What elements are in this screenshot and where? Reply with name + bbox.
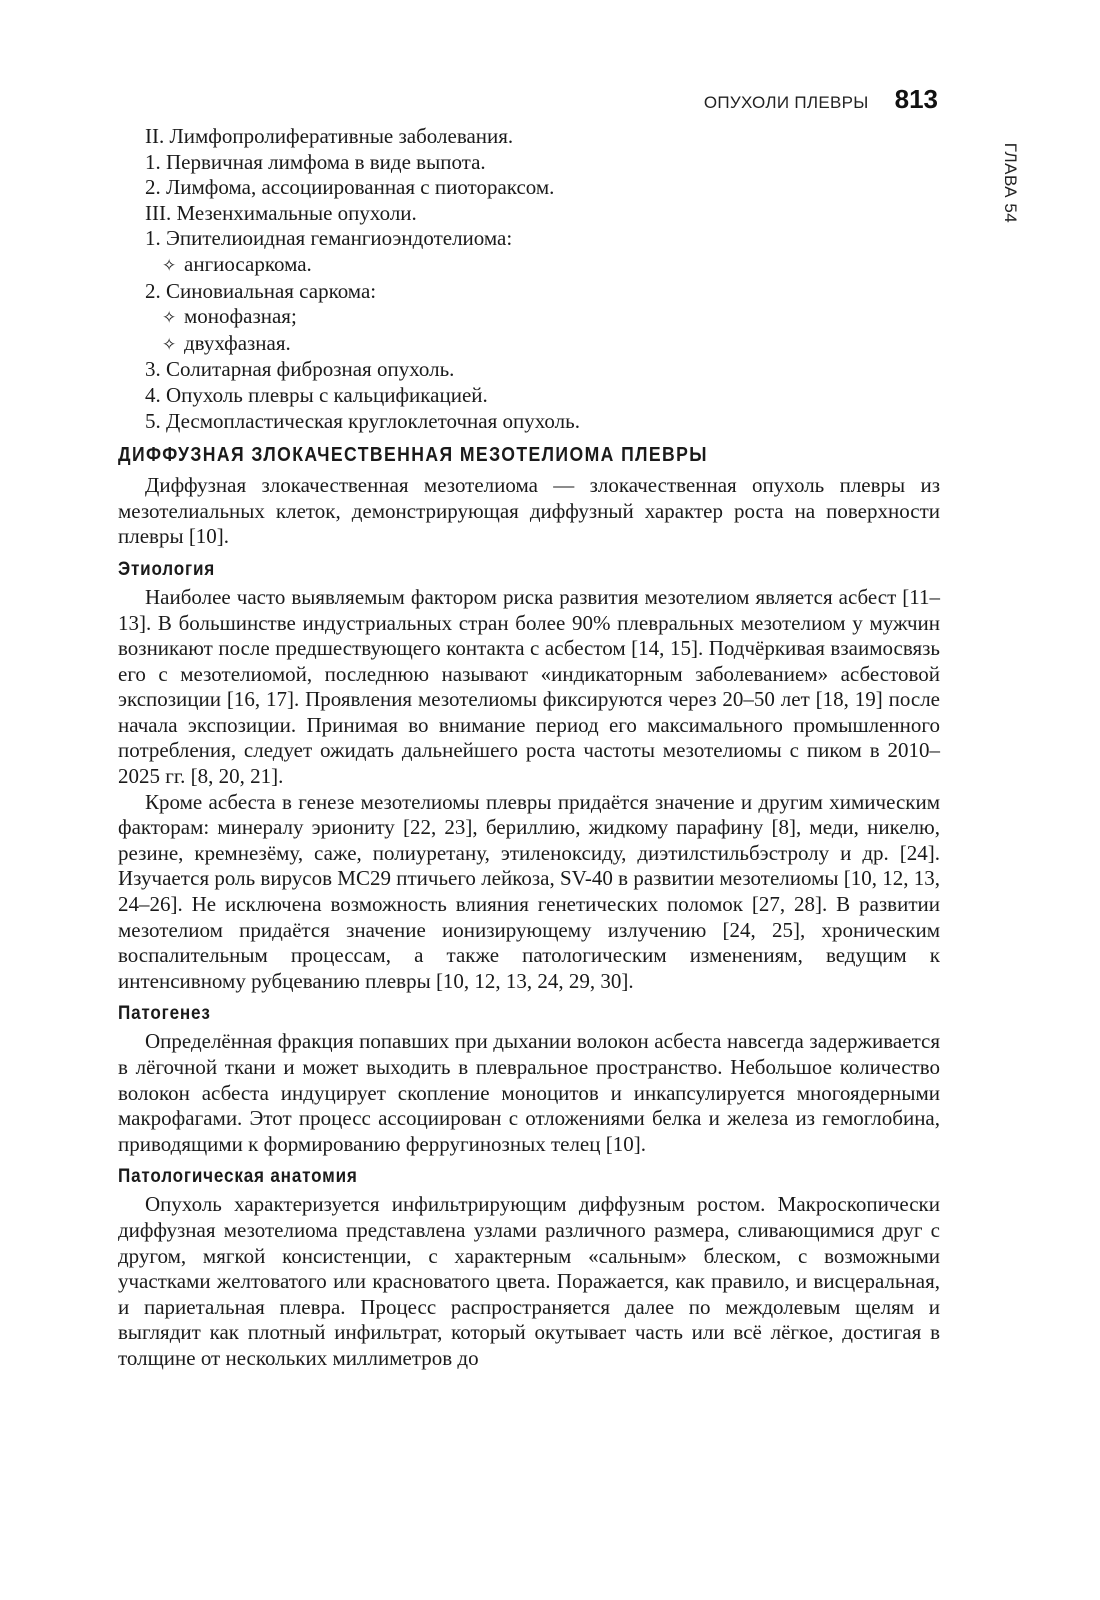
chapter-label: ГЛАВА 54: [1001, 142, 1020, 224]
pathology-paragraph: Опухоль характеризуется инфильтрирующим диффузным ростом. Макроскопически диффузная мезотелиома представлена узлами различного размера, сливающимися друг с другом, мягкой консистенции, с характерным «сальным» блеском, с возможными участками желтоватого или красноватого цвета. Поражается, как правило, и висцеральная, и париетальная плевра. Процесс распространяется далее по междолевым щелям и выглядит как плотный инфильтрат, который окутывает часть или всё лёгкое, достигая в толщине от нескольких миллиметров до: [118, 1192, 940, 1370]
list-item-text: II. Лимфопролиферативные заболевания.: [145, 124, 514, 148]
list-item-text: III. Мезенхимальные опухоли.: [145, 200, 417, 225]
running-head: [704, 84, 938, 115]
diamond-bullet-icon: ✧: [162, 255, 177, 275]
list-item-text: 2. Синовиальная саркома:: [145, 278, 377, 303]
pathogenesis-paragraph: Определённая фракция попавших при дыхании волокон асбеста навсегда задерживается в лёгочной ткани и может выходить в плевральное пространство. Небольшое количество волокон асбеста индуцирует скопление моноцитов и инкапсулируется многоядерными макрофагами. Этот процесс ассоциирован с отложениями белка и железа из гемоглобина, приводящими к формированию ферругинозных телец [10].: [118, 1029, 940, 1156]
list-item: [118, 150, 940, 176]
chapter-tab: [998, 138, 1022, 228]
list-item-text: 3. Солитарная фиброзная опухоль.: [145, 357, 455, 382]
list-item: [118, 201, 940, 227]
page-content: [118, 124, 940, 1372]
list-item-text: 1. Эпителиоидная гемангиоэндотелиома:: [145, 226, 513, 251]
list-item: [118, 357, 940, 383]
pathogenesis-heading: Патогенез: [118, 1003, 211, 1025]
sublist-item: [118, 252, 940, 279]
sublist-item: [118, 331, 940, 358]
classification-list: [118, 124, 940, 434]
list-item: [118, 175, 940, 201]
diamond-bullet-icon: ✧: [162, 334, 177, 354]
list-item-text: двухфазная.: [184, 330, 291, 355]
pathology-heading: Патологическая анатомия: [118, 1166, 358, 1188]
list-item-text: 5. Десмопластическая круглоклеточная опухоль.: [145, 408, 580, 433]
list-item: [118, 409, 940, 435]
list-item-text: 4. Опухоль плевры с кальцификацией.: [145, 382, 488, 407]
etiology-heading: Этиология: [118, 558, 216, 580]
diamond-bullet-icon: ✧: [162, 308, 177, 328]
list-item-text: монофазная;: [184, 304, 297, 329]
list-item-text: ангиосаркома.: [184, 251, 312, 276]
etiology-paragraph-2: Кроме асбеста в генезе мезотелиомы плевры придаётся значение и другим химическим факторам: минералу эриониту [22, 23], бериллию, жидкому парафину [8], меди, никелю, резине, кремнезёму, саже, полиуретану, этиленоксиду, диэтилстильбэстролу и др. [24]. Изучается роль вирусов MC29 птичьего лейкоза, SV-40 в развитии мезотелиомы [10, 12, 13, 24–26]. Не исключена возможность влияния генетических поломок [27, 28]. В развитии мезотелиом придаётся значение ионизирующему излучению [24, 25], хроническим воспалительным процессам, а также патологическим изменениям, ведущим к интенсивному рубцеванию плевры [10, 12, 13, 24, 29, 30].: [118, 789, 940, 993]
running-title: ОПУХОЛИ ПЛЕВРЫ: [703, 93, 869, 112]
section-intro-paragraph: Диффузная злокачественная мезотелиома — злокачественная опухоль плевры из мезотелиальных клеток, демонстрирующая диффузный характер роста на поверхности плевры [10].: [118, 473, 940, 549]
etiology-paragraph-1: Наиболее часто выявляемым фактором риска развития мезотелиом является асбест [11–13]. В большинстве индустриальных стран более 90% плевральных мезотелиом у мужчин возникают после предшествующего контакта с асбестом [14, 15]. Подчёркивая взаимосвязь его с мезотелиомой, последнюю называют «индикаторным заболеванием» асбестовой экспозиции [16, 17]. Проявления мезотелиомы фиксируются через 20–50 лет [18, 19] после начала экспозиции. Принимая во внимание период его максимального промышленного потребления, следует ожидать дальнейшего роста частоты мезотелиомы с пиком в 2010–2025 гг. [8, 20, 21].: [118, 584, 940, 789]
list-item: [118, 226, 940, 252]
page-number: 813: [894, 84, 938, 114]
list-item: [118, 383, 940, 409]
sublist-item: [118, 304, 940, 331]
list-item-text: 2. Лимфома, ассоциированная с пиотораксом.: [145, 175, 555, 200]
list-item: [118, 279, 940, 305]
list-item: [118, 124, 940, 150]
section-heading: ДИФФУЗНАЯ ЗЛОКАЧЕСТВЕННАЯ МЕЗОТЕЛИОМА ПЛЕВРЫ: [118, 444, 708, 467]
list-item-text: 1. Первичная лимфома в виде выпота.: [145, 149, 486, 174]
